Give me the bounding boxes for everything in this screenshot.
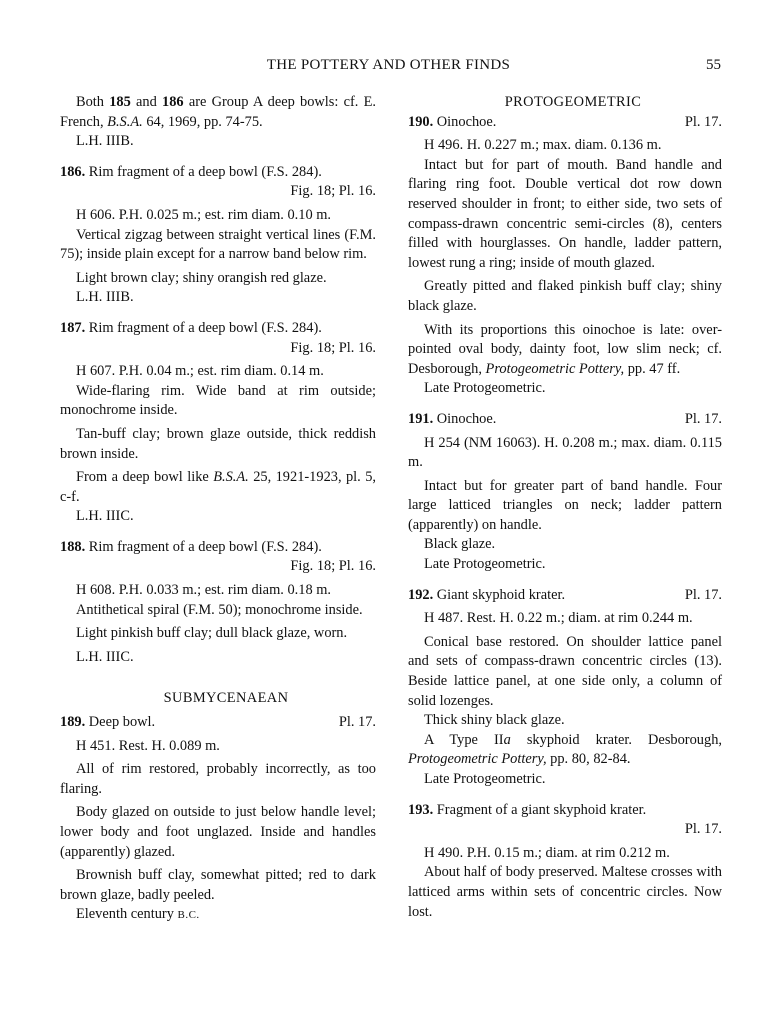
fabric: Light pinkish buff clay; dull black glaze, worn. [76, 625, 348, 642]
period: Late Protogeometric. [424, 771, 546, 787]
catalog-entry-186 [60, 163, 376, 308]
period: L.H. IIIB. [76, 133, 134, 150]
measurements: H 608. P.H. 0.033 m.; est. rim diam. 0.18 m. [76, 582, 332, 599]
description: Conical base restored. On shoulder lattice panel and sets of compass-drawn concentric circles (13). Beside lattice panel, at one side only, a column of solid lozenges. [408, 633, 722, 709]
commentary: A Type IIa skyphoid krater. Desborough, Protogeometric Pottery, pp. 80, 82-84. [408, 731, 722, 768]
period: L.H. IIIC. [76, 648, 134, 665]
entry-title: Fragment of a giant skyphoid krater. [433, 801, 647, 818]
catalog-entry-189 [60, 713, 376, 926]
entry-number: 193. [408, 801, 434, 818]
fabric: Brownish buff clay, somewhat pitted; red to dark brown glaze, badly peeled. [60, 867, 376, 903]
catalog-number: 186 [162, 94, 184, 110]
commentary: With its proportions this oinochoe is late: over-pointed oval body, dainty foot, low slim neck; cf. Desborough, Protogeometric Pottery, pp. 47 ff. [408, 321, 722, 377]
entry-plate: Pl. 17. [684, 821, 722, 838]
entry-refs: Fig. 18; Pl. 16. [290, 339, 376, 356]
running-title: THE POTTERY AND OTHER FINDS [266, 57, 511, 73]
fabric: Black glaze. [424, 536, 496, 553]
entry-title: Rim fragment of a deep bowl (F.S. 284). [85, 163, 322, 180]
fabric: Tan-buff clay; brown glaze outside, thick reddish brown inside. [60, 425, 376, 462]
intro-note: Both 185 and 186 are Group A deep bowls: cf. E. French, B.S.A. 64, 1969, pp. 74-75. L.H. IIIB. [60, 93, 376, 152]
entry-plate: Pl. 17. [338, 714, 376, 731]
description: About half of body preserved. Maltese crosses with latticed arms within sets of concentric circles. Now lost. [408, 864, 722, 920]
description: Vertical zigzag between straight vertical lines (F.M. 75); inside plain except for a narrow band below rim. [60, 226, 376, 263]
measurements: H 496. H. 0.227 m.; max. diam. 0.136 m. [424, 137, 662, 154]
entry-title: Oinochoe. [433, 113, 497, 130]
measurements: H 607. P.H. 0.04 m.; est. rim diam. 0.14 m. [76, 363, 324, 380]
entry-number: 188. [60, 538, 86, 555]
measurements: H 487. Rest. H. 0.22 m.; diam. at rim 0.244 m. [424, 610, 693, 627]
comparanda: From a deep bowl like B.S.A. 25, 1921-1923, pl. 5, c-f. [60, 469, 376, 505]
entry-title: Oinochoe. [433, 410, 497, 427]
entry-title: Rim fragment of a deep bowl (F.S. 284). [85, 538, 322, 555]
running-header [0, 57, 777, 79]
entry-number: 191. [408, 410, 434, 427]
measurements: H 606. P.H. 0.025 m.; est. rim diam. 0.10 m. [76, 206, 332, 223]
entry-refs: Fig. 18; Pl. 16. [290, 558, 376, 575]
period: L.H. IIIC. [76, 508, 134, 525]
entry-title: Rim fragment of a deep bowl (F.S. 284). [85, 319, 322, 336]
entry-plate: Pl. 17. [684, 113, 722, 130]
entry-number: 186. [60, 163, 86, 180]
measurements: H 254 (NM 16063). H. 0.208 m.; max. diam. 0.115 m. [408, 434, 722, 471]
left-column [60, 93, 376, 926]
description: Wide-flaring rim. Wide band at rim outside; monochrome inside. [60, 382, 376, 419]
description: All of rim restored, probably incorrectly, as too flaring. [60, 761, 376, 797]
catalog-entry-190 [408, 113, 722, 399]
right-column [408, 93, 722, 922]
catalog-entry-193 [408, 801, 722, 923]
description: Intact but for greater part of band handle. Four large latticed triangles on neck; ladder pattern (apparently) on handle. [408, 477, 722, 533]
measurements: H 451. Rest. H. 0.089 m. [76, 737, 220, 754]
catalog-entry-192 [408, 586, 722, 790]
entry-title: Deep bowl. [85, 714, 156, 731]
catalog-entry-191 [408, 410, 722, 575]
fabric: Greatly pitted and flaked pinkish buff clay; shiny black glaze. [408, 278, 722, 314]
entry-plate: Pl. 17. [684, 586, 722, 603]
section-heading-submycenaean: SUBMYCENAEAN [163, 690, 289, 707]
page-number: 55 [706, 57, 721, 73]
period: Late Protogeometric. [424, 556, 546, 573]
description: Intact but for part of mouth. Band handle and flaring ring foot. Double vertical dot row down reserved shoulder in front; to either side, two sets of compass-drawn concentric semi-circles (8), centers filled with hourglasses. On handle, ladder pattern, lowest rung a ring; inside of mouth glazed. [408, 156, 722, 271]
entry-number: 190. [408, 113, 434, 130]
measurements: H 490. P.H. 0.15 m.; diam. at rim 0.212 m. [424, 844, 670, 861]
entry-number: 192. [408, 586, 434, 603]
description: Body glazed on outside to just below handle level; lower body and foot unglazed. Inside and handles (apparently) glazed. [60, 804, 376, 860]
date: Eleventh century B.C. [76, 906, 200, 923]
section-heading-protogeometric: PROTOGEOMETRIC [504, 94, 642, 110]
entry-refs: Fig. 18; Pl. 16. [290, 183, 376, 200]
entry-plate: Pl. 17. [684, 410, 722, 427]
description: Antithetical spiral (F.M. 50); monochrome inside. [76, 601, 363, 618]
entry-title: Giant skyphoid krater. [433, 586, 566, 603]
fabric: Light brown clay; shiny orangish red glaze. [76, 269, 327, 286]
catalog-number: 185 [109, 94, 131, 110]
period: Late Protogeometric. [424, 380, 546, 397]
fabric: Thick shiny black glaze. [424, 712, 565, 729]
catalog-entry-187 [60, 319, 376, 527]
entry-number: 187. [60, 319, 86, 336]
entry-number: 189. [60, 714, 86, 731]
period: L.H. IIIB. [76, 289, 134, 306]
catalog-entry-188 [60, 538, 376, 668]
